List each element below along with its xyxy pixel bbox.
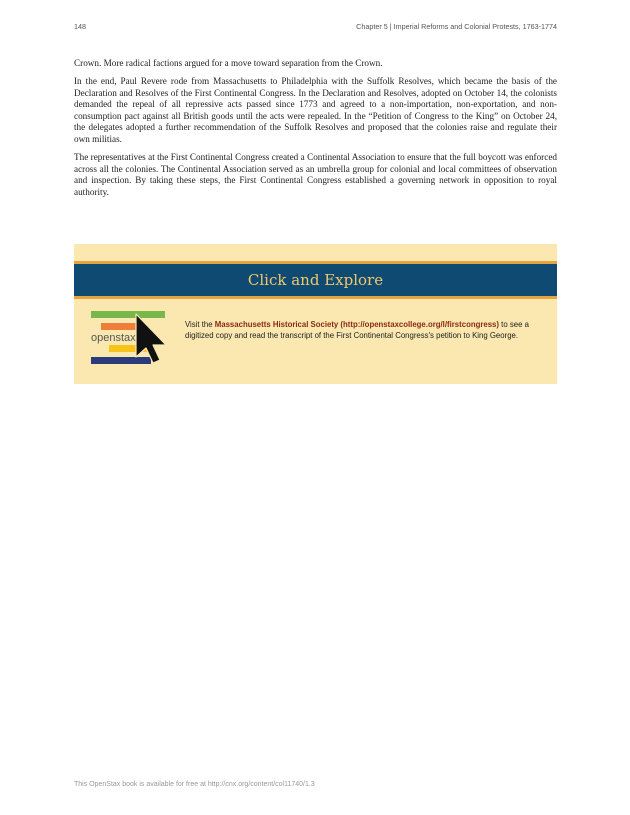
page-footer: This OpenStax book is available for free at http://cnx.org/content/col11740/1.3 bbox=[74, 781, 315, 788]
paragraph: In the end, Paul Revere rode from Massachusetts to Philadelphia with the Suffolk Resolves, which became the basis of the Declaration and Resolves of the First Continental Congress. In the Declaration and Resolves, adopted on October 14, the colonists demanded the repeal of all repressive acts passed since 1773 and agreed to a non-importation, non-exportation, and non-consumption pact against all British goods until the acts were repealed. In the “Petition of Congress to the King” on October 24, the delegates adopted a further recommendation of the Suffolk Resolves and proposed that the colonies raise and regulate their own militias. bbox=[74, 76, 557, 145]
feature-banner bbox=[74, 261, 557, 299]
mhs-link[interactable]: Massachusetts Historical Society (http://openstaxcollege.org/l/firstcongress) bbox=[214, 320, 499, 329]
feature-title: Click and Explore bbox=[247, 271, 384, 289]
feature-text-after: to see a digitized copy and read the transcript of the First Continental Congress's petition to King George. bbox=[185, 320, 529, 340]
logo-text: openstax bbox=[91, 332, 136, 344]
cursor-arrow-icon bbox=[136, 314, 166, 363]
chapter-title: Chapter 5 | Imperial Reforms and Colonial Protests, 1763-1774 bbox=[356, 22, 557, 31]
page-number: 148 bbox=[74, 22, 86, 31]
logo-stripe-green bbox=[91, 311, 165, 318]
feature-text bbox=[185, 319, 545, 341]
logo-stripe-navy bbox=[91, 357, 151, 364]
paragraph: Crown. More radical factions argued for a move toward separation from the Crown. bbox=[74, 58, 383, 68]
body-text bbox=[74, 58, 557, 205]
feature-text-before: Visit the bbox=[185, 320, 215, 329]
openstax-logo bbox=[89, 311, 169, 369]
click-and-explore-box bbox=[74, 244, 557, 384]
paragraph: The representatives at the First Continental Congress created a Continental Association to ensure that the full boycott was enforced across all the colonies. The Continental Association served as an umbrella group for colonial and local committees of observation and inspection. By taking these steps, the First Continental Congress established a governing network in opposition to royal authority. bbox=[74, 152, 557, 197]
